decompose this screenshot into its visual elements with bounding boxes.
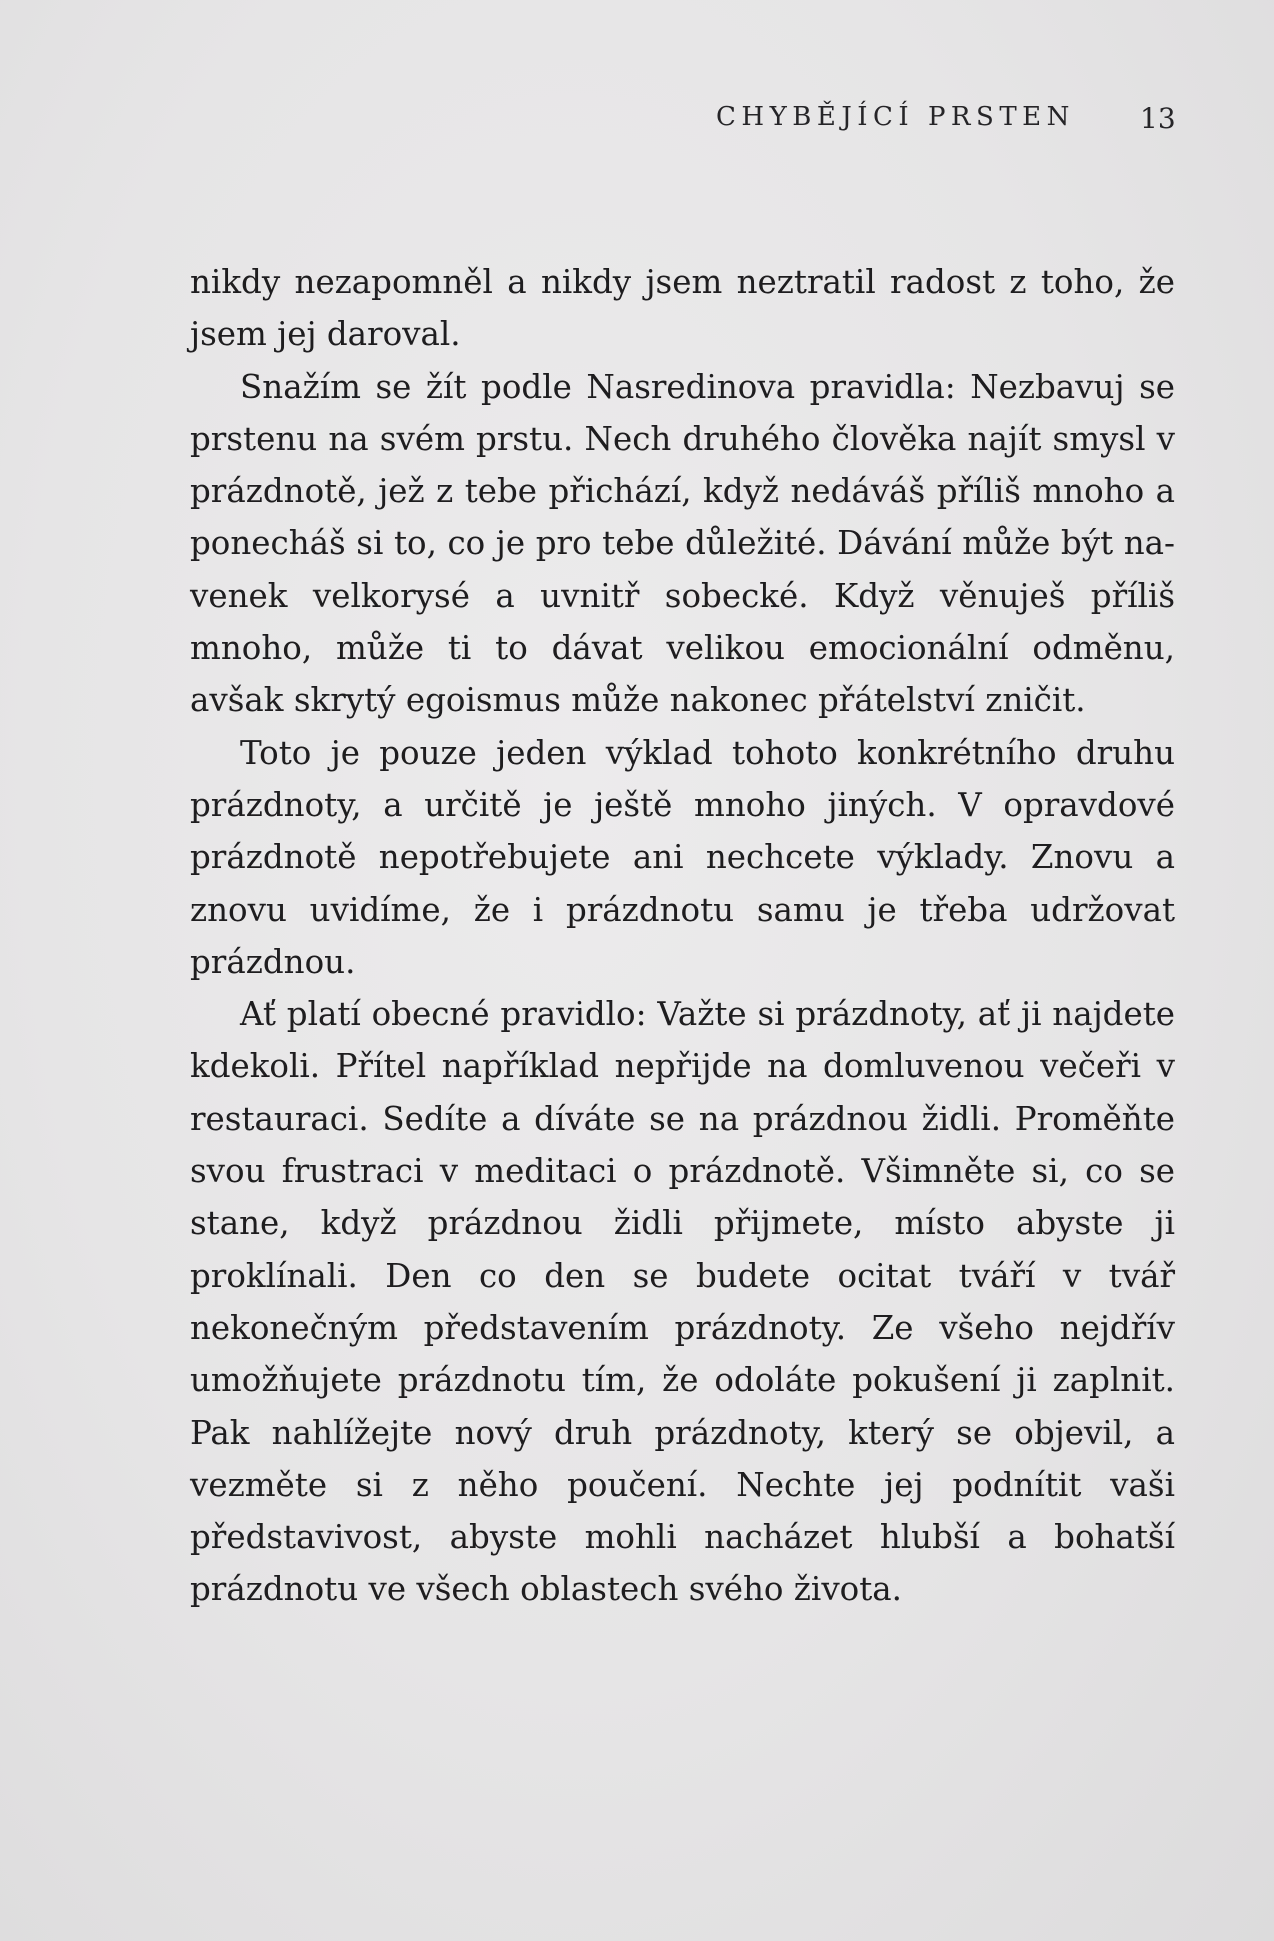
paragraph-2: Snažím se žít podle Nasredinova pravidla: Nezbavuj se prstenu na svém prstu. Nech druhého člověka najít smysl v prázdnotě, jež z tebe přichází, když nedáváš příliš mnoho a ponecháš si to, co je pro tebe důležité. Dávání může být navenek velkorysé a uvnitř sobecké. Když věnuješ příliš mnoho, může ti to dávat velikou emocionální odměnu, avšak skrytý egoismus může nakonec přátelství zničit. [190,367,1175,720]
running-head: CHYBĚJÍCÍ PRSTEN [716,102,1075,132]
paragraph-1: nikdy nezapomněl a nikdy jsem neztratil radost z toho, že jsem jej daroval. [190,263,1175,354]
body-text [190,256,1175,1616]
paragraph-4: Ať platí obecné pravidlo: Važte si prázdnoty, ať ji najdete kdekoli. Přítel například nepřijde na domluvenou večeři v restauraci. Sedíte a díváte se na prázdnou židli. Proměňte svou frustraci v meditaci o prázdnotě. Všimněte si, co se stane, když prázdnou židli přijmete, místo abyste ji proklínali. Den co den se budete ocitat tváří v tvář nekonečným představením prázdnoty. Ze všeho nejdřív umožňujete prázdnotu tím, že odoláte pokušení ji zaplnit. Pak nahlížejte nový druh prázdnoty, který se objevil, a vezměte si z něho poučení. Nechte jej podnítit vaši představivost, abyste mohli nacházet hlubší a bohatší prázdnotu ve všech oblastech svého života. [190,995,1175,1609]
paragraph-3: Toto je pouze jeden výklad tohoto konkrétního druhu prázdnoty, a určitě je ještě mnoho jiných. V opravdové prázdnotě nepotřebujete ani nechcete výklady. Znovu a znovu uvidíme, že i prázdnotu samu je třeba udržovat prázdnou. [190,733,1175,981]
page-number: 13 [1140,102,1176,135]
